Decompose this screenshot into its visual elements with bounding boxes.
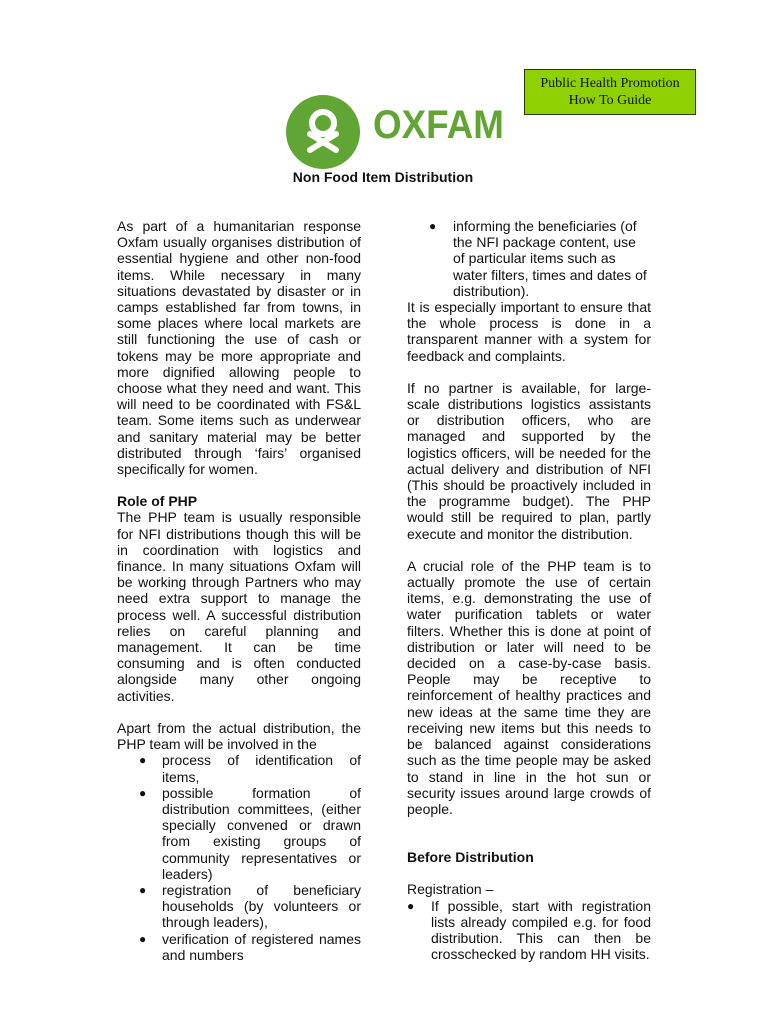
intro-paragraph: As part of a humanitarian response Oxfam usually organises distribution of essential hygiene and other non-food items. While necessary in many situations devastated by disaster or in camps established far from towns, in some places where local markets are still functioning the use of cash or tokens may be more appropriate and more dignified allowing people to choose what they need and want. This will need to be coordinated with FS&L team. Some items such as underwear and sanitary material may be better distributed through ‘fairs’ organised specifically for women. (117, 218, 361, 478)
apart-paragraph: Apart from the actual distribution, the PHP team will be involved in the (117, 719, 361, 753)
oxfam-wordmark: OXFAM (373, 103, 504, 147)
list-item: ● possible formation of distribution committees, (either specially convened or drawn from existing groups of community representatives or leaders) (139, 784, 361, 882)
role-heading: Role of PHP (117, 493, 198, 510)
promotion-paragraph: A crucial role of the PHP team is to actually promote the use of certain items, e.g. demonstrating the use of water purification tablets or water filters. Whether this is done at point of distribution or later will need to be decided on a case-by-case basis. People may be receptive to reinforcement of healthy practices and new ideas at the same time they are receiving new items but this needs to be balanced against considerations such as the time people may be asked to stand in line in the hot sun or security issues around large crowds of people. (407, 557, 651, 817)
bullet-icon: ● (139, 753, 147, 768)
transparency-paragraph: It is especially important to ensure that the whole process is done in a transparent manner with a system for feedback and complaints. (407, 299, 651, 364)
before-distribution-heading: Before Distribution (407, 849, 534, 866)
bullet-icon: ● (139, 785, 147, 800)
bullet-icon: ● (429, 219, 437, 233)
partner-paragraph: If no partner is available, for large-scale distributions logistics assistants or distribution officers, who are managed and supported by the logistics officers, will be needed for the actual delivery and distribution of NFI (This should be proactively included in the programme budget). The PHP would still be required to plan, partly execute and monitor the distribution. (407, 379, 651, 542)
list-item: ● If possible, start with registration lists already compiled e.g. for food distribution. This can then be crosschecked by random HH visits. (407, 897, 651, 963)
bullet-icon: ● (407, 898, 415, 913)
informing-list (407, 218, 651, 299)
registration-label: Registration – (407, 881, 494, 898)
list-item: ● registration of beneficiary households (by volunteers or through leaders), (139, 881, 361, 931)
list-item: ● verification of registered names and numbers (139, 930, 361, 963)
guide-label-line1: Public Health Promotion (540, 76, 680, 91)
list-item: ● process of identification of items, (139, 752, 361, 785)
bullet-icon: ● (139, 882, 147, 897)
bullet-icon: ● (139, 931, 147, 946)
document-title: Non Food Item Distribution (292, 169, 474, 185)
oxfam-emblem-icon (285, 94, 363, 170)
list-item: ● informing the beneficiaries (of the NFI package content, use of particular items such as water filters, times and dates of distribution). (429, 218, 647, 299)
guide-label-box (524, 69, 696, 115)
involvement-list (117, 752, 361, 963)
guide-label-line2: How To Guide (568, 93, 652, 108)
role-paragraph: The PHP team is usually responsible for NFI distributions though this will be in coordination with logistics and finance. In many situations Oxfam will be working through Partners who may need extra support to manage the process well. A successful distribution relies on careful planning and management. It can be time consuming and is often conducted alongside many other ongoing activities. (117, 509, 361, 704)
right-column (407, 218, 651, 962)
oxfam-logo (285, 94, 504, 170)
left-column (117, 218, 361, 963)
registration-list (407, 898, 651, 963)
